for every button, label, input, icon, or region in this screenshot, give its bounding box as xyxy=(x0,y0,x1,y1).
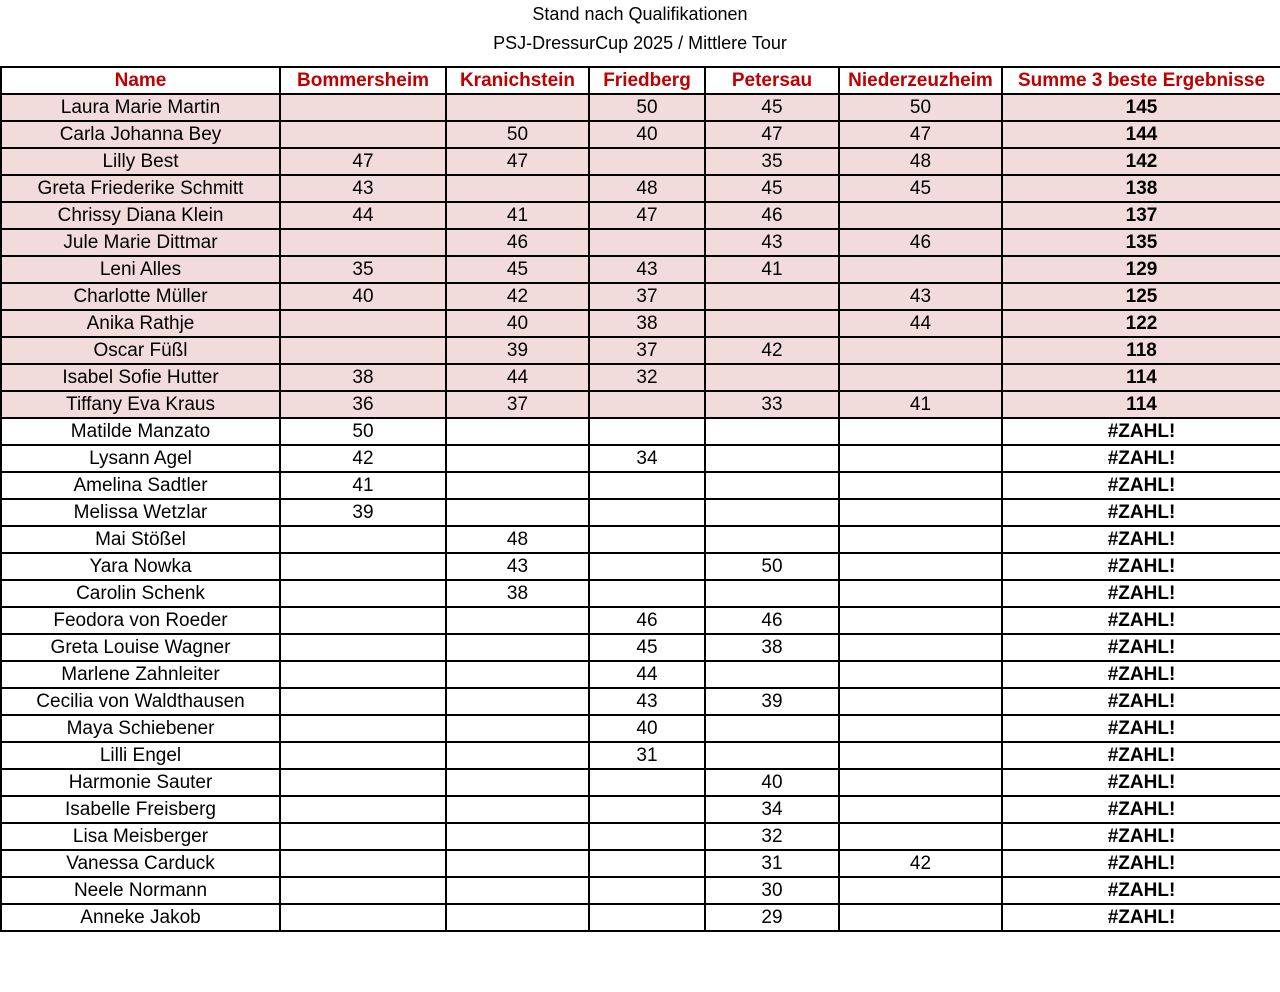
cell-niederzeuzheim[interactable] xyxy=(839,607,1002,634)
table-row xyxy=(1,850,1280,877)
cell-petersau[interactable]: 50 xyxy=(705,553,839,580)
table-row xyxy=(1,229,1280,256)
cell-name[interactable]: Cecilia von Waldthausen xyxy=(1,688,280,715)
cell-kranichstein[interactable] xyxy=(446,418,589,445)
table-row xyxy=(1,796,1280,823)
cell-kranichstein[interactable] xyxy=(446,904,589,931)
cell-niederzeuzheim[interactable] xyxy=(839,499,1002,526)
cell-friedberg[interactable] xyxy=(589,769,705,796)
cell-kranichstein[interactable] xyxy=(446,445,589,472)
cell-friedberg[interactable]: 40 xyxy=(589,715,705,742)
cell-bommersheim[interactable] xyxy=(280,796,446,823)
cell-name[interactable]: Isabel Sofie Hutter xyxy=(1,364,280,391)
cell-friedberg[interactable]: 48 xyxy=(589,175,705,202)
cell-kranichstein[interactable] xyxy=(446,742,589,769)
cell-bommersheim[interactable]: 50 xyxy=(280,418,446,445)
cell-bommersheim[interactable]: 42 xyxy=(280,445,446,472)
table-row xyxy=(1,553,1280,580)
cell-petersau[interactable]: 47 xyxy=(705,121,839,148)
cell-sum[interactable]: #ZAHL! xyxy=(1002,445,1280,472)
cell-sum[interactable]: #ZAHL! xyxy=(1002,823,1280,850)
cell-bommersheim[interactable]: 41 xyxy=(280,472,446,499)
cell-bommersheim[interactable] xyxy=(280,715,446,742)
table-row xyxy=(1,202,1280,229)
cell-bommersheim[interactable] xyxy=(280,688,446,715)
table-row xyxy=(1,823,1280,850)
cell-friedberg[interactable]: 38 xyxy=(589,310,705,337)
cell-niederzeuzheim[interactable] xyxy=(839,202,1002,229)
cell-friedberg[interactable]: 32 xyxy=(589,364,705,391)
cell-petersau[interactable] xyxy=(705,310,839,337)
cell-petersau[interactable]: 31 xyxy=(705,850,839,877)
table-row xyxy=(1,337,1280,364)
table-row xyxy=(1,472,1280,499)
cell-petersau[interactable] xyxy=(705,445,839,472)
cell-sum[interactable]: 125 xyxy=(1002,283,1280,310)
cell-sum[interactable]: 137 xyxy=(1002,202,1280,229)
cell-sum[interactable]: #ZAHL! xyxy=(1002,499,1280,526)
cell-friedberg[interactable] xyxy=(589,148,705,175)
cell-name[interactable]: Vanessa Carduck xyxy=(1,850,280,877)
cell-name[interactable]: Chrissy Diana Klein xyxy=(1,202,280,229)
cell-friedberg[interactable] xyxy=(589,229,705,256)
cell-name[interactable]: Lilli Engel xyxy=(1,742,280,769)
cell-name[interactable]: Marlene Zahnleiter xyxy=(1,661,280,688)
cell-niederzeuzheim[interactable] xyxy=(839,661,1002,688)
cell-sum[interactable]: 145 xyxy=(1002,94,1280,121)
cell-petersau[interactable]: 40 xyxy=(705,769,839,796)
cell-sum[interactable]: 138 xyxy=(1002,175,1280,202)
sheet-title xyxy=(0,0,1280,66)
cell-kranichstein[interactable] xyxy=(446,715,589,742)
cell-friedberg[interactable] xyxy=(589,553,705,580)
table-row xyxy=(1,418,1280,445)
cell-friedberg[interactable]: 37 xyxy=(589,283,705,310)
cell-name[interactable]: Matilde Manzato xyxy=(1,418,280,445)
cell-niederzeuzheim[interactable] xyxy=(839,553,1002,580)
cell-name[interactable]: Jule Marie Dittmar xyxy=(1,229,280,256)
cell-petersau[interactable]: 35 xyxy=(705,148,839,175)
cell-niederzeuzheim[interactable]: 44 xyxy=(839,310,1002,337)
cell-petersau[interactable] xyxy=(705,661,839,688)
cell-petersau[interactable]: 46 xyxy=(705,607,839,634)
cell-bommersheim[interactable] xyxy=(280,823,446,850)
table-row xyxy=(1,769,1280,796)
cell-niederzeuzheim[interactable] xyxy=(839,418,1002,445)
table-row xyxy=(1,580,1280,607)
title-line-1: Stand nach Qualifikationen xyxy=(532,4,748,24)
cell-sum[interactable]: #ZAHL! xyxy=(1002,526,1280,553)
cell-kranichstein[interactable] xyxy=(446,850,589,877)
cell-niederzeuzheim[interactable] xyxy=(839,769,1002,796)
cell-kranichstein[interactable]: 48 xyxy=(446,526,589,553)
table-row xyxy=(1,445,1280,472)
table-row xyxy=(1,499,1280,526)
cell-kranichstein[interactable]: 47 xyxy=(446,148,589,175)
cell-niederzeuzheim[interactable]: 46 xyxy=(839,229,1002,256)
cell-petersau[interactable]: 39 xyxy=(705,688,839,715)
cell-bommersheim[interactable]: 36 xyxy=(280,391,446,418)
cell-niederzeuzheim[interactable]: 41 xyxy=(839,391,1002,418)
cell-bommersheim[interactable] xyxy=(280,229,446,256)
table-row xyxy=(1,607,1280,634)
cell-bommersheim[interactable] xyxy=(280,742,446,769)
cell-name[interactable]: Charlotte Müller xyxy=(1,283,280,310)
cell-petersau[interactable] xyxy=(705,364,839,391)
cell-petersau[interactable]: 30 xyxy=(705,877,839,904)
cell-petersau[interactable]: 45 xyxy=(705,175,839,202)
title-line-2: PSJ-DressurCup 2025 / Mittlere Tour xyxy=(493,33,787,53)
cell-name[interactable]: Yara Nowka xyxy=(1,553,280,580)
cell-kranichstein[interactable]: 50 xyxy=(446,121,589,148)
cell-petersau[interactable]: 43 xyxy=(705,229,839,256)
cell-sum[interactable]: #ZAHL! xyxy=(1002,553,1280,580)
cell-bommersheim[interactable]: 40 xyxy=(280,283,446,310)
cell-niederzeuzheim[interactable] xyxy=(839,364,1002,391)
cell-petersau[interactable] xyxy=(705,499,839,526)
table-row xyxy=(1,634,1280,661)
cell-niederzeuzheim[interactable] xyxy=(839,634,1002,661)
cell-sum[interactable]: #ZAHL! xyxy=(1002,634,1280,661)
cell-bommersheim[interactable] xyxy=(280,769,446,796)
cell-friedberg[interactable] xyxy=(589,904,705,931)
cell-sum[interactable]: #ZAHL! xyxy=(1002,418,1280,445)
cell-kranichstein[interactable] xyxy=(446,607,589,634)
cell-sum[interactable]: #ZAHL! xyxy=(1002,904,1280,931)
cell-bommersheim[interactable]: 39 xyxy=(280,499,446,526)
cell-sum[interactable]: 114 xyxy=(1002,364,1280,391)
table-row xyxy=(1,121,1280,148)
cell-sum[interactable]: #ZAHL! xyxy=(1002,661,1280,688)
cell-petersau[interactable] xyxy=(705,580,839,607)
cell-petersau[interactable]: 41 xyxy=(705,256,839,283)
cell-name[interactable]: Tiffany Eva Kraus xyxy=(1,391,280,418)
cell-friedberg[interactable] xyxy=(589,472,705,499)
cell-bommersheim[interactable] xyxy=(280,904,446,931)
cell-bommersheim[interactable]: 43 xyxy=(280,175,446,202)
cell-friedberg[interactable]: 44 xyxy=(589,661,705,688)
cell-petersau[interactable]: 32 xyxy=(705,823,839,850)
cell-bommersheim[interactable] xyxy=(280,94,446,121)
cell-niederzeuzheim[interactable] xyxy=(839,256,1002,283)
cell-niederzeuzheim[interactable] xyxy=(839,688,1002,715)
cell-sum[interactable]: 122 xyxy=(1002,310,1280,337)
table-row xyxy=(1,148,1280,175)
cell-petersau[interactable] xyxy=(705,418,839,445)
cell-kranichstein[interactable]: 46 xyxy=(446,229,589,256)
cell-kranichstein[interactable]: 38 xyxy=(446,580,589,607)
cell-petersau[interactable] xyxy=(705,472,839,499)
cell-bommersheim[interactable] xyxy=(280,121,446,148)
cell-bommersheim[interactable] xyxy=(280,580,446,607)
column-header-friedberg[interactable]: Friedberg xyxy=(589,67,705,94)
cell-bommersheim[interactable] xyxy=(280,553,446,580)
cell-kranichstein[interactable] xyxy=(446,472,589,499)
table-row xyxy=(1,877,1280,904)
cell-niederzeuzheim[interactable] xyxy=(839,337,1002,364)
cell-name[interactable]: Amelina Sadtler xyxy=(1,472,280,499)
cell-bommersheim[interactable] xyxy=(280,850,446,877)
cell-niederzeuzheim[interactable]: 50 xyxy=(839,94,1002,121)
cell-kranichstein[interactable] xyxy=(446,688,589,715)
cell-name[interactable]: Greta Friederike Schmitt xyxy=(1,175,280,202)
cell-sum[interactable]: #ZAHL! xyxy=(1002,850,1280,877)
cell-friedberg[interactable]: 47 xyxy=(589,202,705,229)
cell-name[interactable]: Isabelle Freisberg xyxy=(1,796,280,823)
cell-niederzeuzheim[interactable]: 47 xyxy=(839,121,1002,148)
table-row xyxy=(1,391,1280,418)
cell-sum[interactable]: #ZAHL! xyxy=(1002,742,1280,769)
cell-name[interactable]: Greta Louise Wagner xyxy=(1,634,280,661)
cell-friedberg[interactable] xyxy=(589,499,705,526)
cell-niederzeuzheim[interactable] xyxy=(839,526,1002,553)
cell-kranichstein[interactable]: 41 xyxy=(446,202,589,229)
cell-niederzeuzheim[interactable]: 45 xyxy=(839,175,1002,202)
column-header-petersau[interactable]: Petersau xyxy=(705,67,839,94)
table-row xyxy=(1,364,1280,391)
cell-kranichstein[interactable] xyxy=(446,175,589,202)
cell-friedberg[interactable] xyxy=(589,418,705,445)
cell-friedberg[interactable]: 34 xyxy=(589,445,705,472)
standings-table xyxy=(0,66,1280,932)
cell-friedberg[interactable]: 50 xyxy=(589,94,705,121)
cell-kranichstein[interactable]: 44 xyxy=(446,364,589,391)
column-header-name[interactable]: Name xyxy=(1,67,280,94)
cell-sum[interactable]: #ZAHL! xyxy=(1002,607,1280,634)
cell-sum[interactable]: #ZAHL! xyxy=(1002,688,1280,715)
cell-bommersheim[interactable] xyxy=(280,877,446,904)
cell-petersau[interactable]: 33 xyxy=(705,391,839,418)
cell-sum[interactable]: #ZAHL! xyxy=(1002,472,1280,499)
cell-niederzeuzheim[interactable]: 42 xyxy=(839,850,1002,877)
cell-niederzeuzheim[interactable] xyxy=(839,445,1002,472)
cell-petersau[interactable] xyxy=(705,283,839,310)
table-row xyxy=(1,742,1280,769)
cell-niederzeuzheim[interactable] xyxy=(839,715,1002,742)
cell-kranichstein[interactable] xyxy=(446,823,589,850)
table-row xyxy=(1,283,1280,310)
cell-kranichstein[interactable] xyxy=(446,661,589,688)
cell-name[interactable]: Lilly Best xyxy=(1,148,280,175)
cell-name[interactable]: Melissa Wetzlar xyxy=(1,499,280,526)
cell-petersau[interactable]: 38 xyxy=(705,634,839,661)
cell-kranichstein[interactable] xyxy=(446,94,589,121)
cell-name[interactable]: Maya Schiebener xyxy=(1,715,280,742)
column-header-sum[interactable]: Summe 3 beste Ergebnisse xyxy=(1002,67,1280,94)
cell-niederzeuzheim[interactable]: 43 xyxy=(839,283,1002,310)
cell-friedberg[interactable]: 31 xyxy=(589,742,705,769)
table-row xyxy=(1,904,1280,931)
cell-name[interactable]: Carolin Schenk xyxy=(1,580,280,607)
cell-name[interactable]: Oscar Füßl xyxy=(1,337,280,364)
cell-kranichstein[interactable]: 42 xyxy=(446,283,589,310)
header-row xyxy=(1,67,1280,94)
cell-friedberg[interactable]: 43 xyxy=(589,688,705,715)
cell-sum[interactable]: 114 xyxy=(1002,391,1280,418)
cell-niederzeuzheim[interactable] xyxy=(839,742,1002,769)
table-row xyxy=(1,661,1280,688)
cell-name[interactable]: Lysann Agel xyxy=(1,445,280,472)
cell-friedberg[interactable]: 45 xyxy=(589,634,705,661)
cell-petersau[interactable] xyxy=(705,526,839,553)
cell-name[interactable]: Mai Stößel xyxy=(1,526,280,553)
cell-kranichstein[interactable] xyxy=(446,877,589,904)
cell-kranichstein[interactable]: 43 xyxy=(446,553,589,580)
cell-name[interactable]: Harmonie Sauter xyxy=(1,769,280,796)
cell-name[interactable]: Lisa Meisberger xyxy=(1,823,280,850)
table-row xyxy=(1,310,1280,337)
table-row xyxy=(1,175,1280,202)
cell-petersau[interactable] xyxy=(705,742,839,769)
cell-petersau[interactable] xyxy=(705,715,839,742)
cell-kranichstein[interactable] xyxy=(446,634,589,661)
cell-kranichstein[interactable] xyxy=(446,769,589,796)
column-header-bommersheim[interactable]: Bommersheim xyxy=(280,67,446,94)
cell-petersau[interactable]: 29 xyxy=(705,904,839,931)
cell-niederzeuzheim[interactable] xyxy=(839,823,1002,850)
cell-petersau[interactable]: 46 xyxy=(705,202,839,229)
table-row xyxy=(1,94,1280,121)
cell-kranichstein[interactable]: 37 xyxy=(446,391,589,418)
cell-sum[interactable]: #ZAHL! xyxy=(1002,580,1280,607)
cell-sum[interactable]: 118 xyxy=(1002,337,1280,364)
cell-niederzeuzheim[interactable] xyxy=(839,580,1002,607)
cell-friedberg[interactable]: 46 xyxy=(589,607,705,634)
cell-niederzeuzheim[interactable]: 48 xyxy=(839,148,1002,175)
column-header-niederzeuzheim[interactable]: Niederzeuzheim xyxy=(839,67,1002,94)
cell-sum[interactable]: #ZAHL! xyxy=(1002,877,1280,904)
cell-kranichstein[interactable]: 45 xyxy=(446,256,589,283)
cell-friedberg[interactable]: 43 xyxy=(589,256,705,283)
cell-bommersheim[interactable] xyxy=(280,661,446,688)
cell-friedberg[interactable]: 37 xyxy=(589,337,705,364)
cell-name[interactable]: Leni Alles xyxy=(1,256,280,283)
cell-bommersheim[interactable] xyxy=(280,607,446,634)
cell-niederzeuzheim[interactable] xyxy=(839,472,1002,499)
cell-name[interactable]: Neele Normann xyxy=(1,877,280,904)
cell-sum[interactable]: 129 xyxy=(1002,256,1280,283)
cell-name[interactable]: Anneke Jakob xyxy=(1,904,280,931)
cell-friedberg[interactable] xyxy=(589,526,705,553)
cell-niederzeuzheim[interactable] xyxy=(839,796,1002,823)
table-row xyxy=(1,715,1280,742)
cell-friedberg[interactable]: 40 xyxy=(589,121,705,148)
cell-friedberg[interactable] xyxy=(589,580,705,607)
cell-friedberg[interactable] xyxy=(589,850,705,877)
table-row xyxy=(1,256,1280,283)
table-row xyxy=(1,526,1280,553)
cell-bommersheim[interactable]: 47 xyxy=(280,148,446,175)
cell-kranichstein[interactable]: 40 xyxy=(446,310,589,337)
cell-petersau[interactable]: 45 xyxy=(705,94,839,121)
cell-sum[interactable]: #ZAHL! xyxy=(1002,769,1280,796)
cell-petersau[interactable]: 34 xyxy=(705,796,839,823)
cell-bommersheim[interactable] xyxy=(280,310,446,337)
cell-bommersheim[interactable] xyxy=(280,634,446,661)
column-header-kranichstein[interactable]: Kranichstein xyxy=(446,67,589,94)
cell-sum[interactable]: #ZAHL! xyxy=(1002,796,1280,823)
cell-friedberg[interactable] xyxy=(589,877,705,904)
cell-kranichstein[interactable] xyxy=(446,499,589,526)
table-row xyxy=(1,688,1280,715)
cell-sum[interactable]: 144 xyxy=(1002,121,1280,148)
cell-niederzeuzheim[interactable] xyxy=(839,904,1002,931)
cell-sum[interactable]: #ZAHL! xyxy=(1002,715,1280,742)
cell-name[interactable]: Carla Johanna Bey xyxy=(1,121,280,148)
cell-bommersheim[interactable]: 35 xyxy=(280,256,446,283)
cell-bommersheim[interactable]: 44 xyxy=(280,202,446,229)
cell-petersau[interactable]: 42 xyxy=(705,337,839,364)
cell-friedberg[interactable] xyxy=(589,391,705,418)
cell-sum[interactable]: 142 xyxy=(1002,148,1280,175)
cell-bommersheim[interactable] xyxy=(280,337,446,364)
cell-niederzeuzheim[interactable] xyxy=(839,877,1002,904)
cell-name[interactable]: Laura Marie Martin xyxy=(1,94,280,121)
cell-sum[interactable]: 135 xyxy=(1002,229,1280,256)
cell-kranichstein[interactable]: 39 xyxy=(446,337,589,364)
cell-bommersheim[interactable]: 38 xyxy=(280,364,446,391)
cell-name[interactable]: Feodora von Roeder xyxy=(1,607,280,634)
cell-kranichstein[interactable] xyxy=(446,796,589,823)
cell-bommersheim[interactable] xyxy=(280,526,446,553)
cell-friedberg[interactable] xyxy=(589,796,705,823)
cell-friedberg[interactable] xyxy=(589,823,705,850)
cell-name[interactable]: Anika Rathje xyxy=(1,310,280,337)
